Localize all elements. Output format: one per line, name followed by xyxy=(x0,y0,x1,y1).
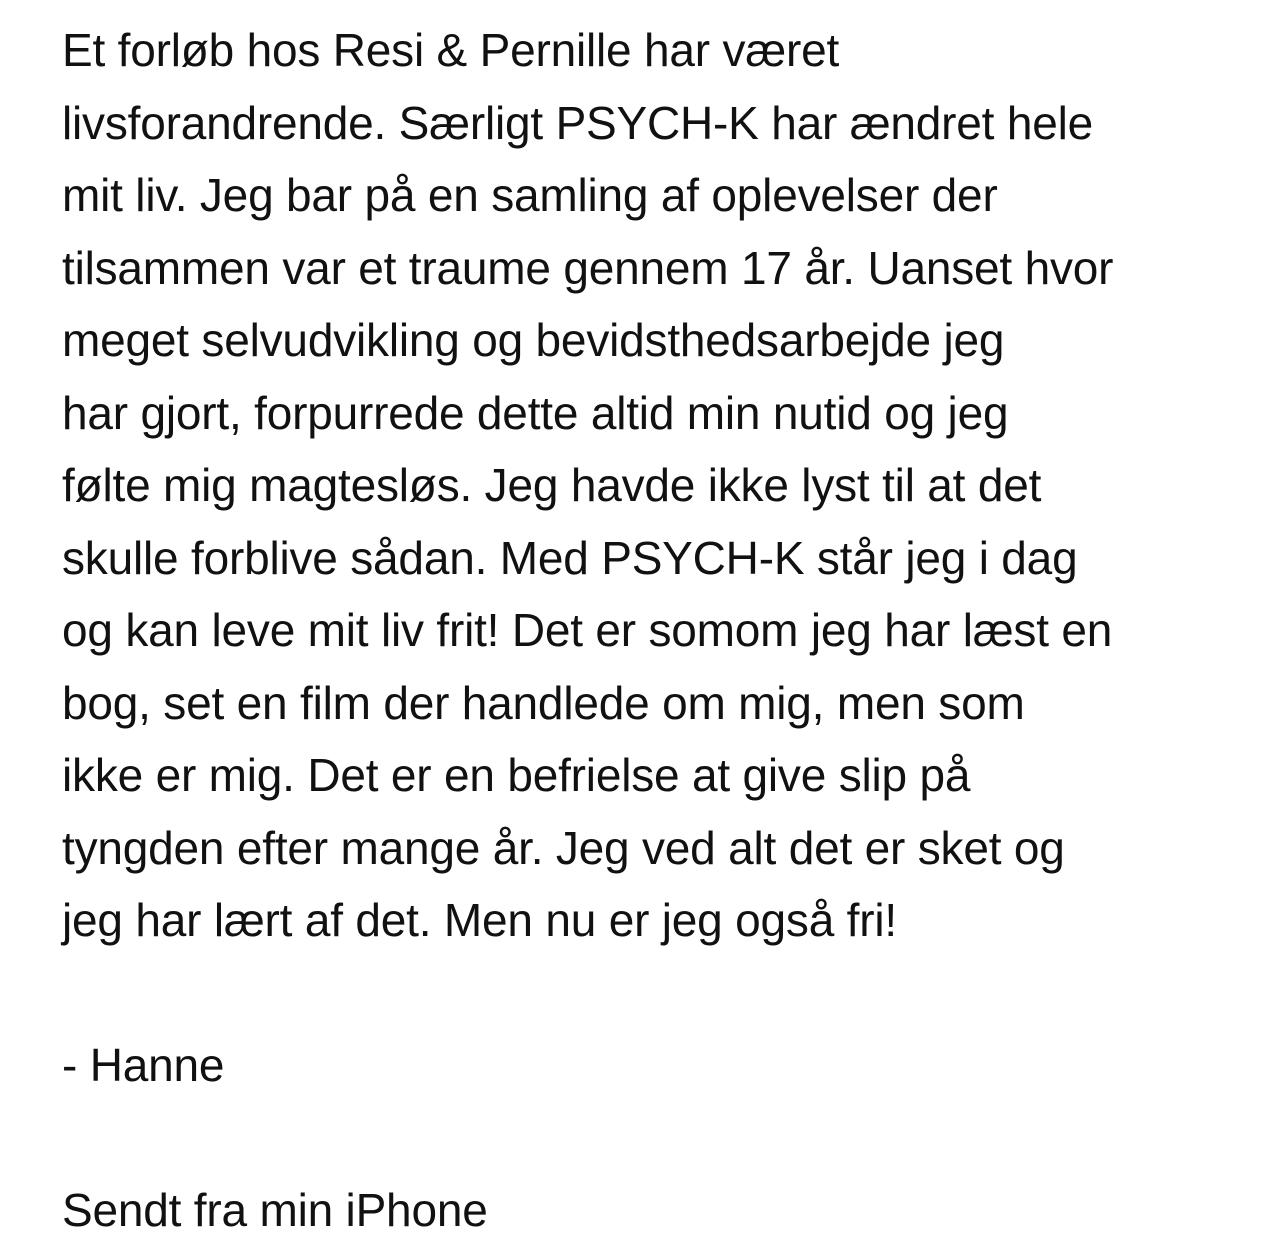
sent-from-footer: Sendt fra min iPhone xyxy=(62,1184,488,1236)
body-line-3: mit liv. Jeg bar på en samling af oplevelser der xyxy=(62,169,998,221)
body-line-1: Et forløb hos Resi & Pernille har været xyxy=(62,24,840,76)
blank-line xyxy=(62,1102,1242,1175)
blank-line xyxy=(62,957,1242,1030)
body-line-4: tilsammen var et traume gennem 17 år. Uanset hvor xyxy=(62,241,1114,294)
email-message-body xyxy=(62,14,1242,1247)
body-line-2: livsforandrende. Særligt PSYCH-K har ændret hele xyxy=(62,96,1093,149)
body-line-8: skulle forblive sådan. Med PSYCH-K står jeg i dag xyxy=(62,531,1078,584)
body-line-11: ikke er mig. Det er en befrielse at give slip på xyxy=(62,749,971,801)
body-line-12: tyngden efter mange år. Jeg ved alt det er sket og xyxy=(62,821,1065,874)
body-line-9: og kan leve mit liv frit! Det er somom jeg har læst en xyxy=(62,604,1113,656)
body-line-7: følte mig magtesløs. Jeg havde ikke lyst til at det xyxy=(62,459,1042,511)
signature: - Hanne xyxy=(62,1039,225,1091)
body-line-10: bog, set en film der handlede om mig, men som xyxy=(62,676,1025,729)
body-line-6: har gjort, forpurrede dette altid min nutid og jeg xyxy=(62,386,1009,439)
body-line-13: jeg har lært af det. Men nu er jeg også fri! xyxy=(62,894,897,946)
body-line-5: meget selvudvikling og bevidsthedsarbejde jeg xyxy=(62,314,1005,366)
